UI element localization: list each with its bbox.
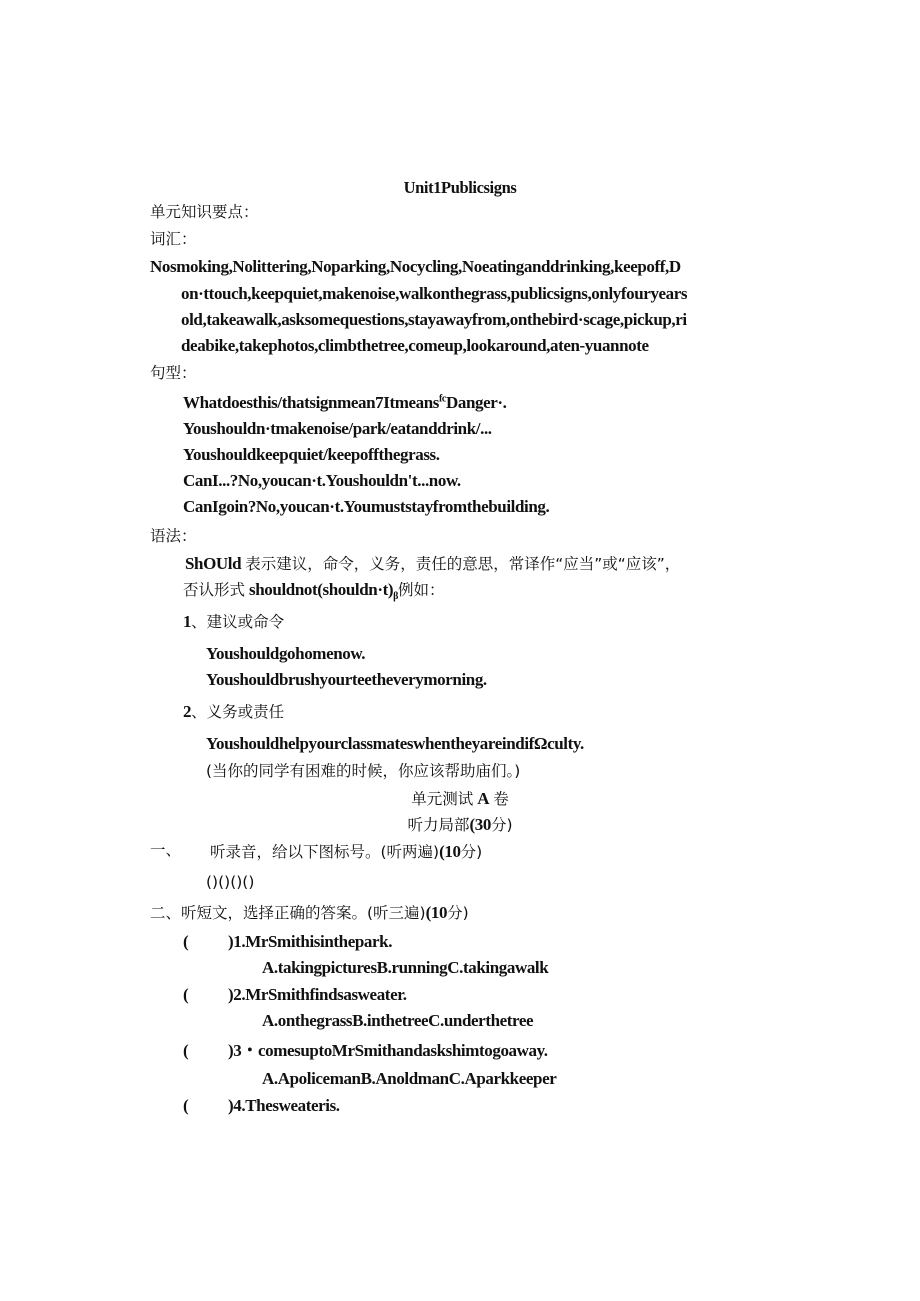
grammar-negative [183,581,445,602]
listening-section-label: 听力局部 [407,816,470,834]
knowledge-points-heading: 单元知识要点： [150,203,259,221]
part-2-text: 二、听短文，选择正确的答案。(听三遍) [150,904,426,922]
part-1-score: (10 [439,842,461,861]
sentence-patterns-heading: 句型： [150,364,197,382]
grammar-point-2 [183,703,284,721]
part-1-answer-blanks: ()()()() [206,873,255,891]
question-1 [183,932,393,951]
listening-section-score-unit: 分) [490,816,513,834]
question-3-text: )3・comesuptoMrSmithandaskshimtogoaway. [228,1041,548,1060]
part-2-score: (10 [425,903,448,922]
unit-title: Unit1Publicsigns [403,178,517,197]
grammar-heading: 语法： [150,527,197,545]
listening-section-score: (30 [469,815,491,834]
grammar-negative-sub: β [393,591,399,603]
grammar-intro [185,555,680,573]
part-1-instruction [210,843,482,861]
grammar-point-2-example: YoushouldhelpyourclassmateswhentheyareindifΩculty. [206,734,584,753]
vocabulary-line-4: deabike,takephotos,climbthetree,comeup,lookaround,aten-yuannote [181,336,649,355]
sentence-pattern-4: CanI...?No,youcan·t.Youshouldn't...now. [183,471,461,490]
question-4-answer-blank: ( [183,1096,189,1115]
test-title [0,790,920,808]
grammar-intro-keyword: ShOUld [185,554,242,573]
vocabulary-line-2: on·ttouch,keepquiet,makenoise,walkonthegrass,publicsigns,onlyfouryears [181,284,688,303]
question-3-answer-blank: ( [183,1041,189,1060]
grammar-point-2-label: 、义务或责任 [191,703,285,721]
grammar-negative-example-label: 例如： [398,581,445,599]
part-1-number: 一、 [150,841,182,859]
grammar-point-1-example-1: Youshouldgohomenow. [206,644,366,663]
question-1-answer-blank: ( [183,932,189,951]
grammar-negative-label: 否认形式 [183,581,246,599]
vocabulary-line-1: Nosmoking,Nolittering,Noparking,Nocycling,Noeatinganddrinking,keepoff,D [150,257,681,276]
vocabulary-heading: 词汇： [150,230,197,248]
vocabulary-line-3: old,takeawalk,asksomequestions,stayawayfrom,onthebird·scage,pickup,ri [181,310,687,329]
part-1-text: 听录音，给以下图标号。(听两遍) [210,843,440,861]
question-4 [183,1096,340,1115]
question-2-options: A.onthegrassB.inthetreeC.underthetree [262,1011,534,1030]
sentence-pattern-5: CanIgoin?No,youcan·t.Youmuststayfromthebuilding. [183,497,550,516]
question-1-text: )1.MrSmithisinthepark. [228,932,393,951]
part-1-score-unit: 分) [460,843,483,861]
grammar-point-1-example-2: Youshouldbrushyourteetheverymorning. [206,670,487,689]
part-2-score-unit: 分) [447,904,469,922]
grammar-point-1 [183,613,284,631]
test-title-suffix: 卷 [493,790,509,808]
sentence-pattern-3: Youshouldkeepquiet/keepoffthegrass. [183,445,440,464]
question-3 [183,1041,548,1060]
sentence-pattern-1 [183,394,507,411]
grammar-negative-form: shouldnot(shouldn·t) [249,580,394,599]
grammar-point-1-number: 1 [183,612,192,631]
grammar-point-2-translation: (当你的同学有困难的时候，你应该帮助庙们。) [206,762,521,780]
sentence-pattern-1-tail: Danger·. [445,393,507,412]
grammar-point-2-number: 2 [183,702,192,721]
test-title-letter: A [477,789,490,808]
sentence-pattern-1-main: Whatdoesthis/thatsignmean7Itmeans [183,393,439,412]
grammar-intro-text: 表示建议，命令，义务，责任的意思，常译作“应当”或“应该”， [245,555,681,573]
question-2-answer-blank: ( [183,985,189,1004]
sentence-pattern-1-sup: fc [439,393,446,405]
question-1-options: A.takingpicturesB.runningC.takingawalk [262,958,549,977]
listening-section-title [0,816,920,834]
question-2 [183,985,407,1004]
grammar-point-1-label: 、建议或命令 [191,613,285,631]
question-3-options: A.ApolicemanB.AnoldmanC.Aparkkeeper [262,1069,557,1088]
sentence-pattern-2: Youshouldn·tmakenoise/park/eatanddrink/... [183,419,492,438]
part-2-instruction [150,904,469,922]
question-2-text: )2.MrSmithfindsasweater. [228,985,407,1004]
question-4-text: )4.Thesweateris. [228,1096,340,1115]
test-title-prefix: 单元测试 [411,790,474,808]
